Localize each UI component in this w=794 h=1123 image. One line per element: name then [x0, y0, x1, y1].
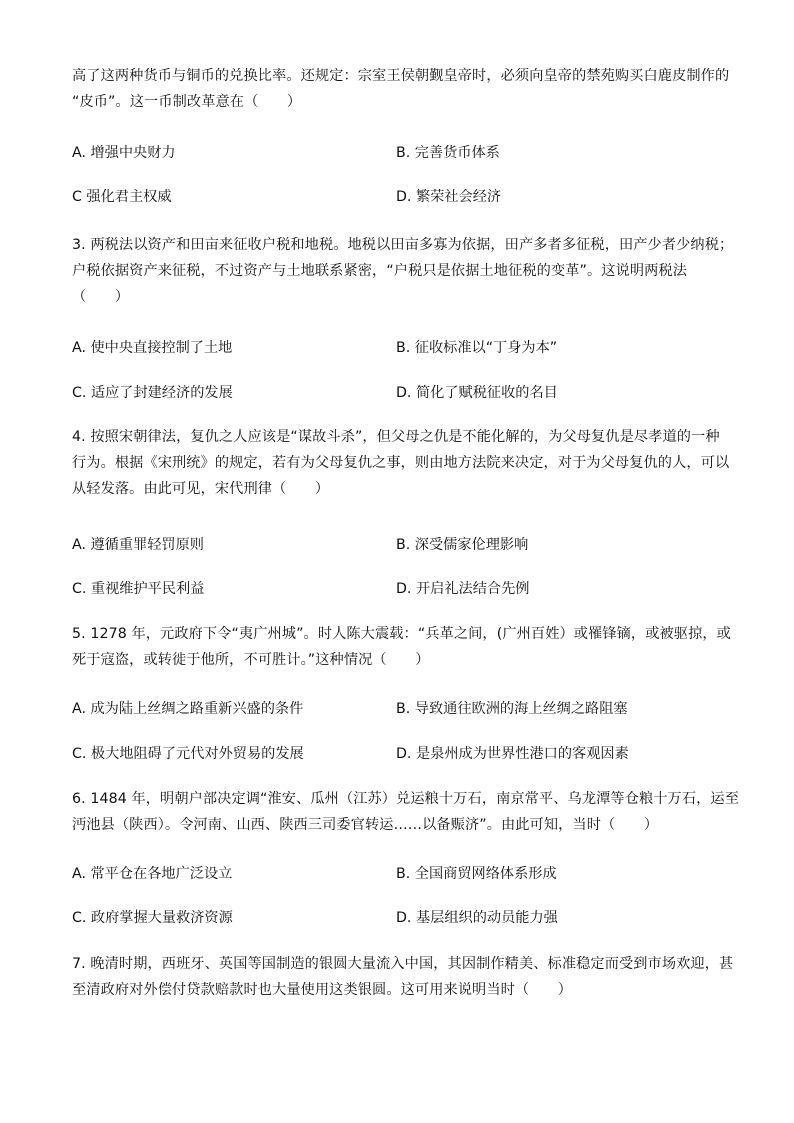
question-5-option-d[interactable]: D. 是泉州成为世界性港口的客观因素 — [396, 746, 629, 762]
question-line: 死于寇盗，或转徙于他所，不可胜计。”这种情况（ ） — [72, 652, 430, 668]
question-3-option-c[interactable]: C. 适应了封建经济的发展 — [72, 385, 233, 401]
question-3-option-b[interactable]: B. 征收标准以“丁身为本” — [396, 340, 558, 356]
question-6-stem — [72, 786, 739, 838]
question-line: 行为。根据《宋刑统》的规定，若有为父母复仇之事，则由地方法院来决定，对于为父母复仇的人，可以 — [72, 455, 730, 471]
question-3-stem — [72, 232, 734, 310]
question-line: 户税依据资产来征税，不过资产与土地联系紧密，“户税只是依据土地征税的变革”。这说明两税法 — [72, 263, 687, 279]
question-line: 沔池县（陕西）。令河南、山西、陕西三司委官转运……以备赈济”。由此可知，当时（ ） — [72, 817, 659, 833]
question-6-option-a[interactable]: A. 常平仓在各地广泛设立 — [72, 866, 233, 882]
question-line: 4. 按照宋朝律法，复仇之人应该是“谋故斗杀”，但父母之仇是不能化解的，为父母复仇是尽孝道的一种 — [72, 429, 720, 445]
question-2-option-b[interactable]: B. 完善货币体系 — [396, 145, 500, 161]
question-5-option-b[interactable]: B. 导致通往欧洲的海上丝绸之路阻塞 — [396, 701, 628, 717]
question-6-option-c[interactable]: C. 政府掌握大量救济资源 — [72, 910, 233, 926]
question-4-option-a[interactable]: A. 遵循重罪轻罚原则 — [72, 537, 204, 553]
question-line: 从轻发落。由此可见，宋代刑律（ ） — [72, 481, 330, 497]
question-5-option-a[interactable]: A. 成为陆上丝绸之路重新兴盛的条件 — [72, 701, 304, 717]
question-4-stem — [72, 424, 730, 502]
question-line: 至清政府对外偿付贷款赔款时也大量使用这类银圆。这可用来说明当时（ ） — [72, 982, 573, 998]
question-2-option-c[interactable]: C 强化君主权威 — [72, 189, 172, 205]
question-4-option-c[interactable]: C. 重视维护平民利益 — [72, 581, 205, 597]
question-2-stem — [72, 63, 730, 115]
question-line: 3. 两税法以资产和田亩来征收户税和地税。地税以田亩多寡为依据，田产多者多征税，田产少者少纳税； — [72, 237, 734, 253]
question-line: 高了这两种货币与铜币的兑换比率。还规定：宗室王侯朝觐皇帝时，必须向皇帝的禁苑购买白鹿皮制作的 — [72, 68, 730, 84]
question-line: 6. 1484 年，明朝户部决定调“淮安、瓜州（江苏）兑运粮十万石，南京常平、乌龙潭等仓粮十万石，运至 — [72, 791, 739, 807]
question-line: 5. 1278 年，元政府下令“夷广州城”。时人陈大震载：“兵革之间，(广州百姓）或罹锋镝，或被驱掠，或 — [72, 626, 731, 642]
question-line: 7. 晚清时期，西班牙、英国等国制造的银圆大量流入中国，其因制作精美、标准稳定而受到市场欢迎，甚 — [72, 956, 734, 972]
question-4-option-b[interactable]: B. 深受儒家伦理影响 — [396, 537, 529, 553]
question-2-option-d[interactable]: D. 繁荣社会经济 — [396, 189, 502, 205]
question-line: （ ） — [72, 289, 130, 305]
question-5-option-c[interactable]: C. 极大地阻碍了元代对外贸易的发展 — [72, 746, 304, 762]
question-6-option-b[interactable]: B. 全国商贸网络体系形成 — [396, 866, 557, 882]
question-2-option-a[interactable]: A. 增强中央财力 — [72, 145, 176, 161]
question-3-option-d[interactable]: D. 简化了赋税征收的名目 — [396, 385, 558, 401]
question-3-option-a[interactable]: A. 使中央直接控制了土地 — [72, 340, 233, 356]
question-4-option-d[interactable]: D. 开启礼法结合先例 — [396, 581, 530, 597]
question-7-stem — [72, 951, 734, 1003]
question-6-option-d[interactable]: D. 基层组织的动员能力强 — [396, 910, 558, 926]
question-5-stem — [72, 621, 731, 673]
question-line: “皮币”。这一币制改革意在（ ） — [72, 94, 302, 110]
